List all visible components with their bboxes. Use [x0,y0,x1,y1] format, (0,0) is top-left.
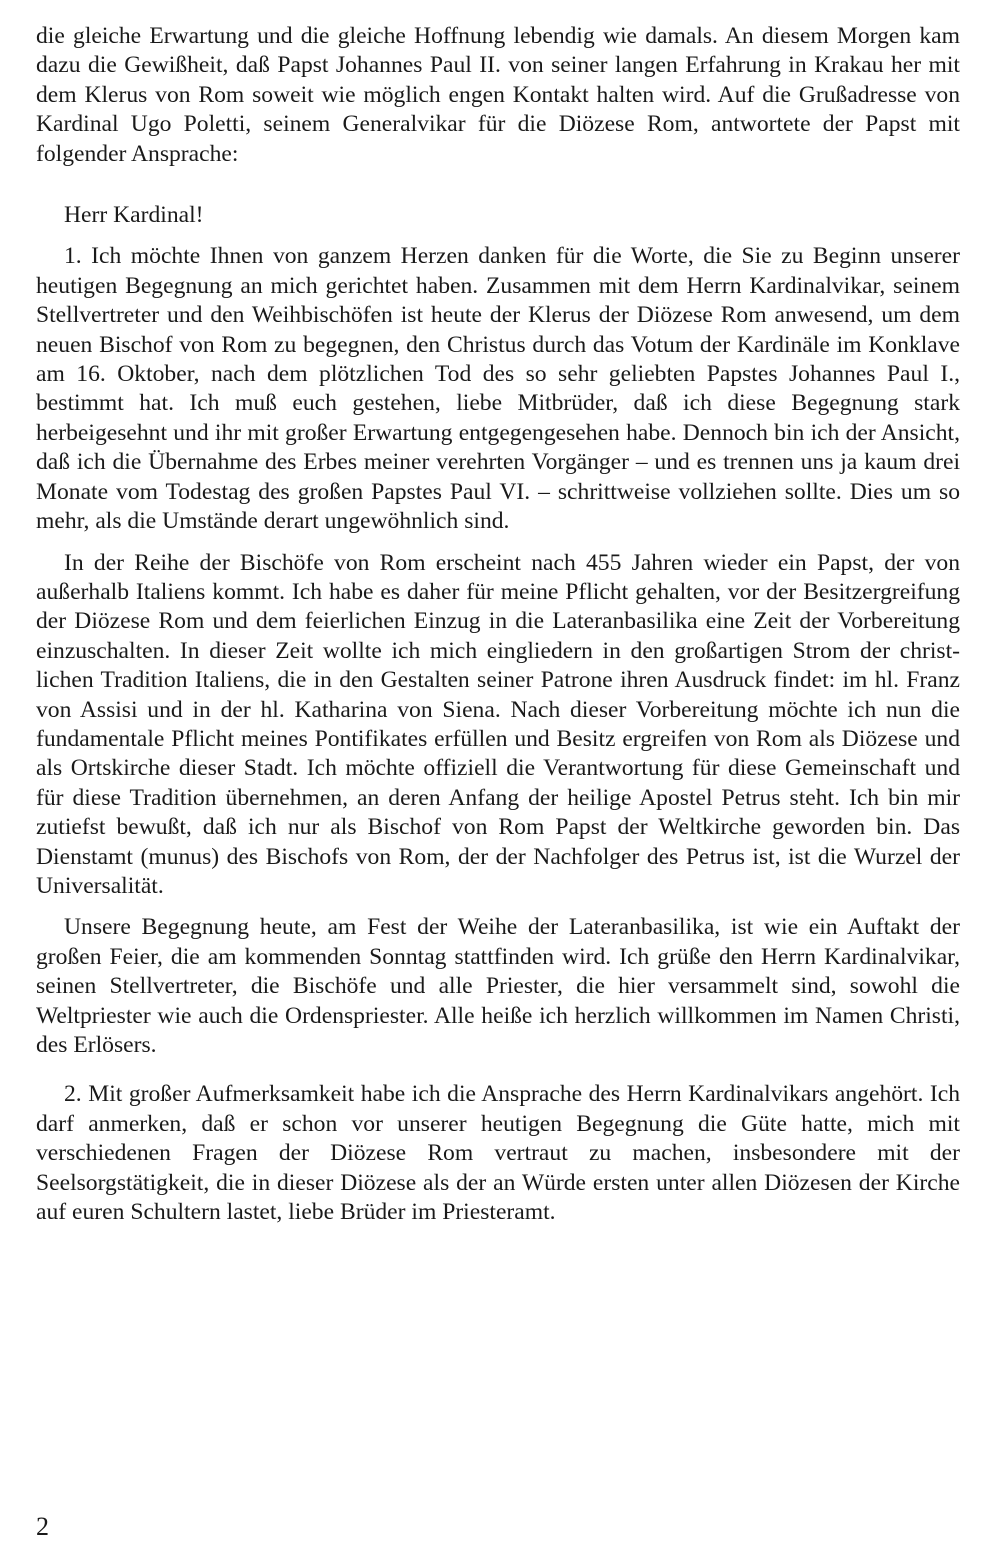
paragraph-2: In der Reihe der Bischöfe von Rom erscheint nach 455 Jahren wieder ein Papst, der von außerhalb Italiens kommt. Ich habe es daher für meine Pflicht gehalten, vor der Besitzergreifung der Diözese Rom und dem feierlichen Einzug in die Lateranbasilika eine Zeit der Vorbereitung einzuschalten. In dieser Zeit wollte ich mich eingliedern in den großartigen Strom der christlichen Tradition Italiens, die in den Gestalten seiner Patrone ihren Ausdruck findet: im hl. Franz von Assisi und in der hl. Katharina von Siena. Nach dieser Vorbereitung möchte ich nun die fundamentale Pflicht meines Pontifikates erfüllen und Besitz ergreifen von Rom als Diözese und als Ortskirche dieser Stadt. Ich möchte offiziell die Verantwortung für diese Gemeinschaft und für diese Tradition übernehmen, an deren Anfang der heilige Apostel Petrus steht. Ich bin mir zutiefst bewußt, daß ich nur als Bischof von Rom Papst der Weltkirche geworden bin. Das Dienstamt (munus) des Bischofs von Rom, der der Nachfolger des Petrus ist, ist die Wurzel der Universalität. [36,549,960,899]
salutation: Herr Kardinal! [64,202,204,229]
paragraph-3: Unsere Begegnung heute, am Fest der Weihe der Lateranbasilika, ist wie ein Auftakt der großen Feier, die am kommenden Sonntag stattfinden wird. Ich grüße den Herrn Kardinalvikar, seinen Stellvertreter, die Bischöfe und alle Priester, die hier versammelt sind, sowohl die Weltpriester wie auch die Ordenspriester. Alle heiße ich herzlich willkommen im Namen Christi, des Erlösers. [36,914,960,1058]
paragraph-1: 1. Ich möchte Ihnen von ganzem Herzen danken für die Worte, die Sie zu Beginn unserer heutigen Begegnung an mich gerichtet haben. Zusammen mit dem Herrn Kardinalvikar, seinem Stellvertreter und den Weihbischöfen ist heute der Klerus der Diözese Rom anwesend, um dem neuen Bischof von Rom zu begegnen, den Christus durch das Votum der Kardinäle im Konklave am 16. Oktober, nach dem plötzlichen Tod des so sehr geliebten Papstes Johannes Paul I., bestimmt hat. Ich muß euch gestehen, liebe Mitbrüder, daß ich diese Begegnung stark herbeigesehnt und ihr mit großer Erwartung entgegengesehen habe. Dennoch bin ich der Ansicht, daß ich die Übernahme des Erbes meiner verehrten Vorgänger – und es trennen uns ja kaum drei Monate vom Todestag des großen Papstes Paul VI. – schrittweise vollziehen sollte. Dies um so mehr, als die Umstände derart ungewöhnlich sind. [36,243,960,535]
intro-paragraph: die gleiche Erwartung und die gleiche Hoffnung lebendig wie damals. An diesem Morgen kam dazu die Gewißheit, daß Papst Johannes Paul II. von seiner langen Erfahrung in Krakau her mit dem Klerus von Rom soweit wie möglich engen Kontakt halten wird. Auf die Grußadresse von Kardinal Ugo Poletti, seinem Generalvikar für die Diözese Rom, antwortete der Papst mit folgender Ansprache: [36,23,960,167]
page-body [36,22,960,1227]
paragraph-4: 2. Mit großer Aufmerksamkeit habe ich die Ansprache des Herrn Kardinalvikars angehört. Ich darf anmerken, daß er schon vor unserer heutigen Begegnung die Güte hatte, mich mit verschiedenen Fragen der Diözese Rom vertraut zu machen, insbesondere mit der Seelsorgstätigkeit, die in dieser Diözese als der an Würde ersten unter allen Diözesen der Kirche auf euren Schultern lastet, liebe Brüder im Priesteramt. [36,1081,960,1226]
page-number: 2 [36,1512,49,1541]
